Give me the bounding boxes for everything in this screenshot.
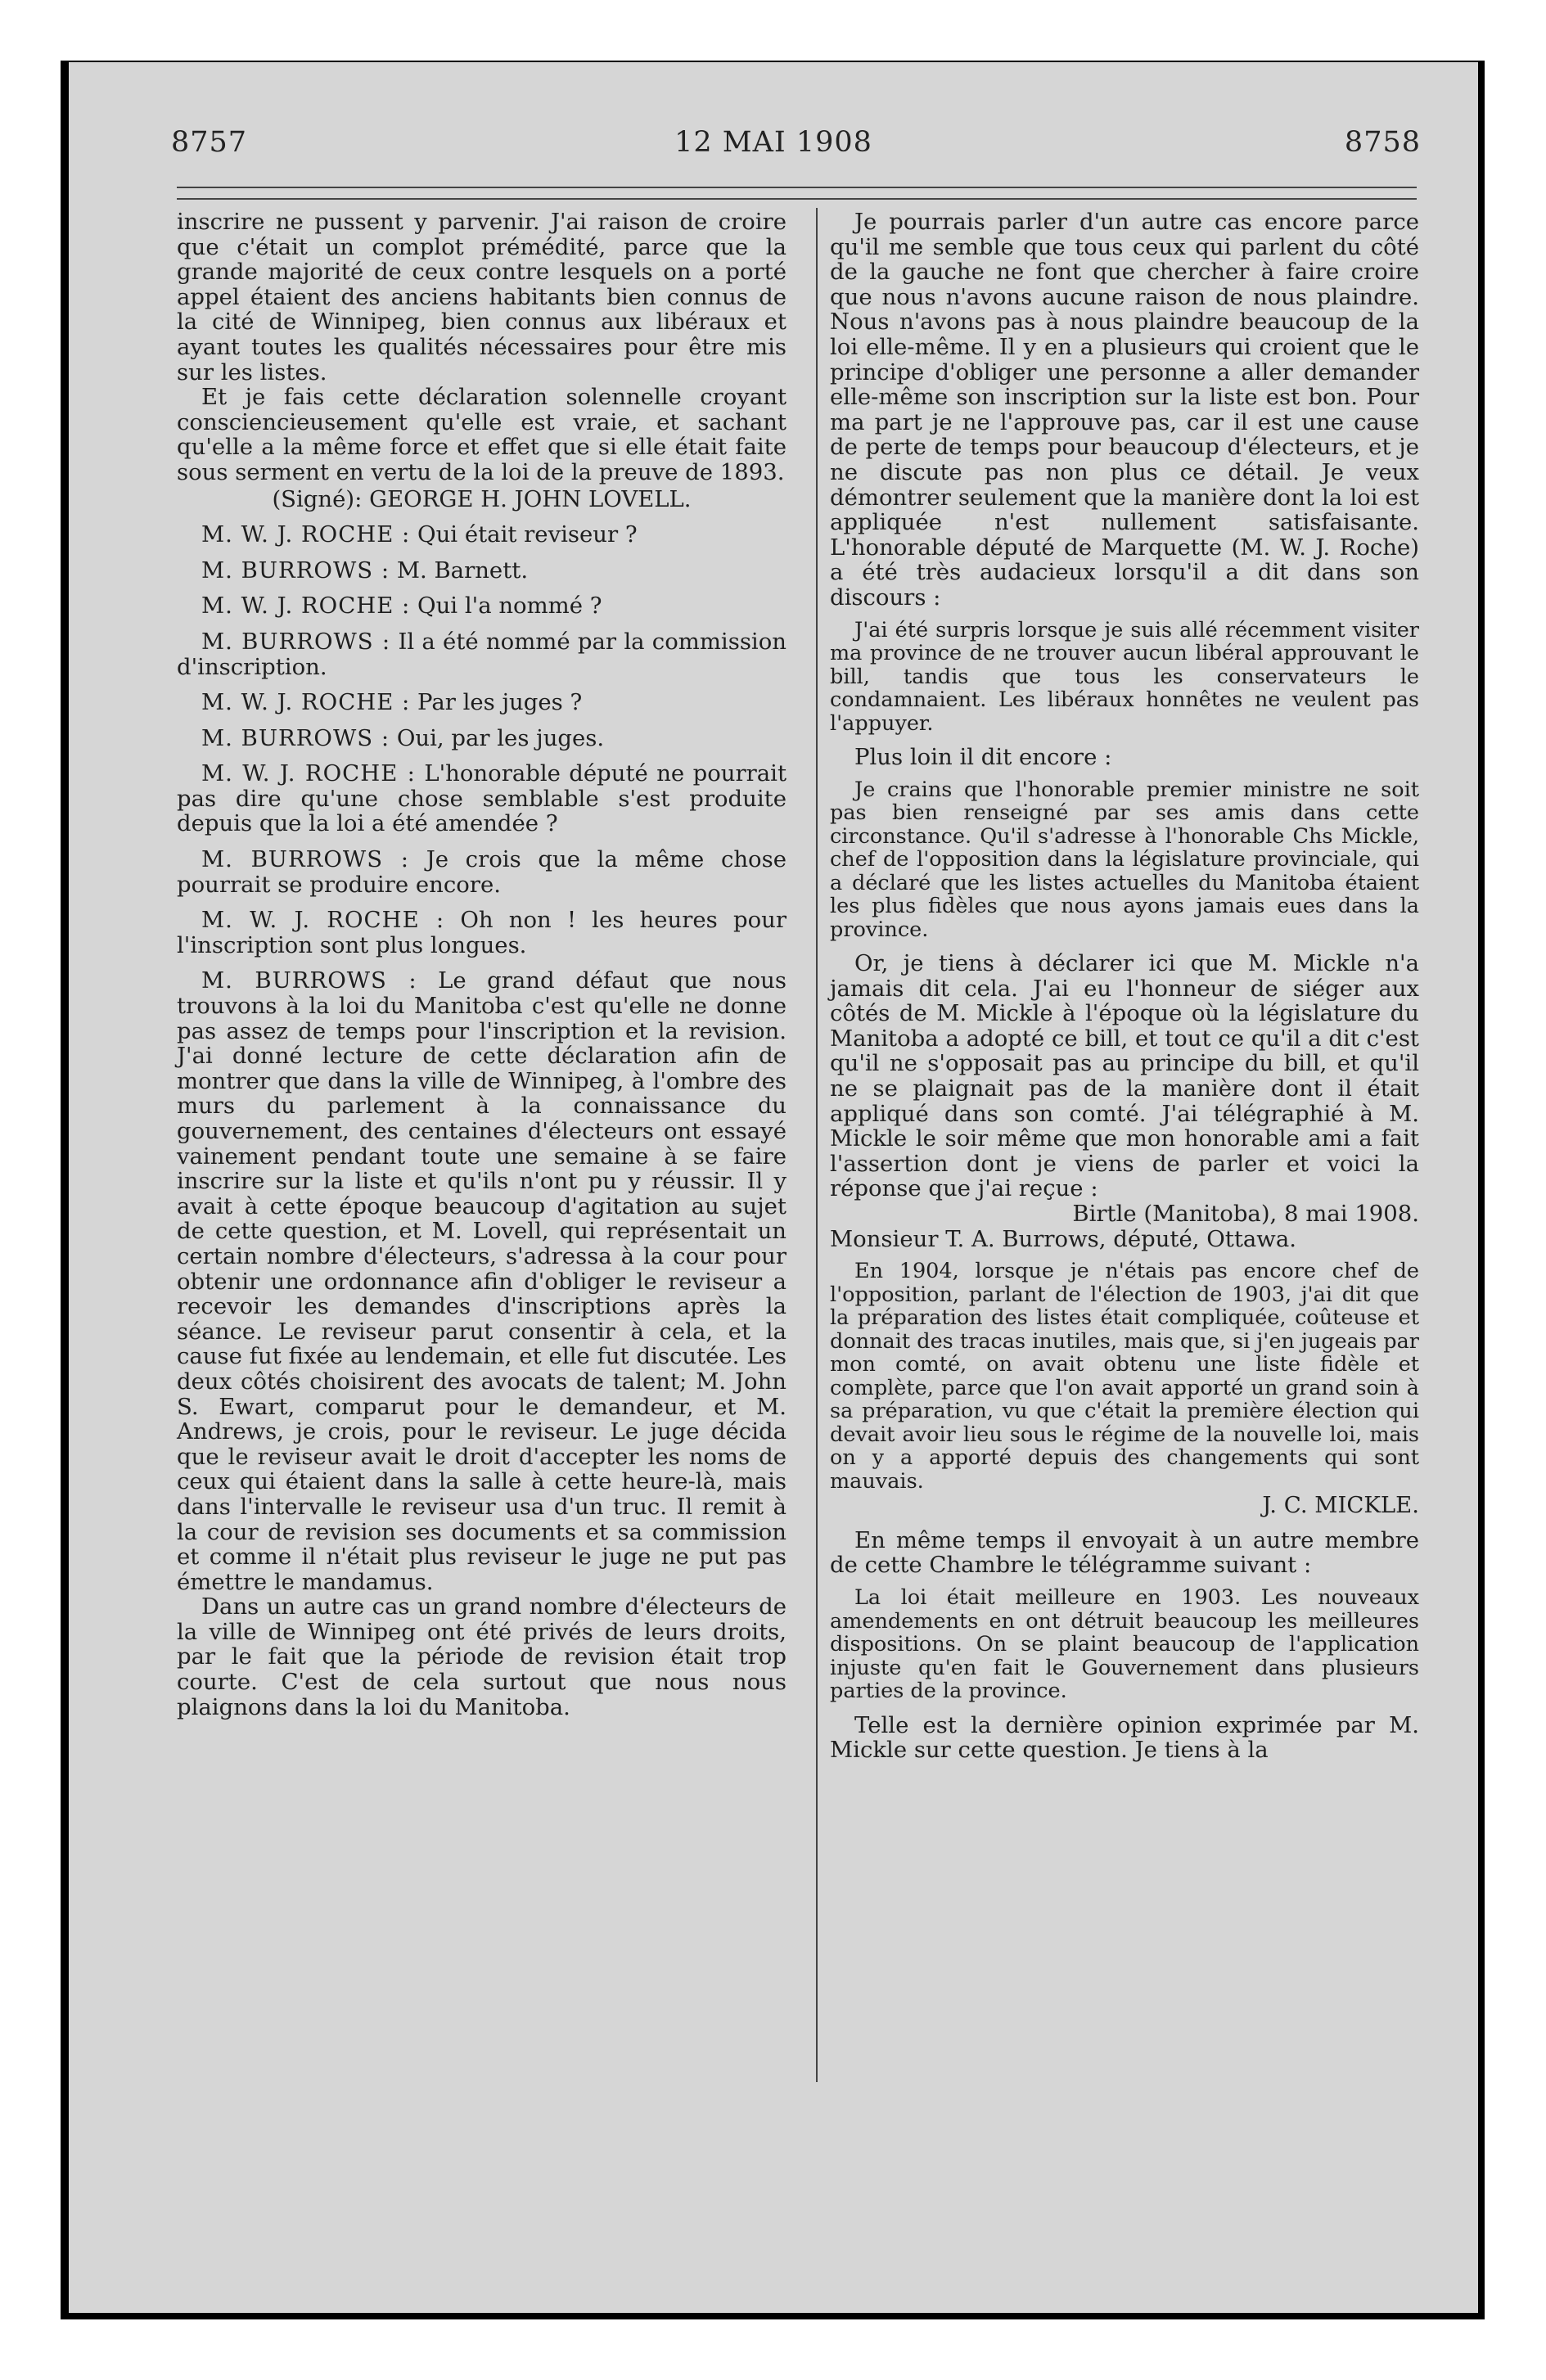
quoted-passage: En 1904, lorsque je n'étais pas encore chef de l'opposition, parlant de l'élection de 1903, j'ai dit que la préparation des listes était compliquée, coûteuse et donnait des tracas inutiles, mais que, si j'en jugeais par mon comté, on avait obtenu une liste fidèle et complète, parce que l'on avait apporté un grand soin à sa préparation, vu que c'était la première élection qui devait avoir lieu sous le régime de la nouvelle loi, mais on y a apporté depuis des changements qui sont mauvais. xyxy=(830,1259,1419,1494)
speaker-paragraph xyxy=(177,522,787,548)
speaker-paragraph xyxy=(177,908,787,958)
speaker-text: M. Barnett. xyxy=(390,557,529,584)
speaker-text: Je crois que la même chose pourrait se produire encore. xyxy=(177,846,787,898)
speaker-name: M. BURROWS : xyxy=(201,846,409,873)
right-page-number: 8758 xyxy=(1344,126,1421,159)
speaker-paragraph xyxy=(177,690,787,715)
speaker-paragraph xyxy=(177,629,787,679)
paragraph: Dans un autre cas un grand nombre d'électeurs de la ville de Winnipeg ont été privés de leurs droits, par le fait que la période de revision était trop courte. C'est de cela surtout que nous nous plaignons dans la loi du Manitoba. xyxy=(177,1593,787,1720)
speaker-paragraph xyxy=(177,761,787,836)
paragraph: Telle est la dernière opinion exprimée par M. Mickle sur cette question. Je tiens à la xyxy=(830,1711,1419,1764)
paragraph: inscrire ne pussent y parvenir. J'ai raison de croire que c'était un complot prémédité, parce que la grande majorité de ceux contre lesquels on a porté appel étaient des anciens habitants bien connus de la cité de Winnipeg, bien connus aux libéraux et ayant toutes les qualités nécessaires pour être mis sur les listes. xyxy=(177,209,787,385)
speaker-text: Il a été nommé par la commission d'inscription. xyxy=(177,628,787,680)
speaker-paragraph xyxy=(177,847,787,897)
paragraph: Plus loin il dit encore : xyxy=(854,744,1112,770)
speaker-text: Qui l'a nommé ? xyxy=(410,593,602,620)
speaker-paragraph xyxy=(177,726,787,751)
speaker-text: L'honorable député ne pourrait pas dire qu'une chose semblable s'est produite depuis que la loi a été amendée ? xyxy=(177,760,787,837)
left-column xyxy=(177,210,787,1720)
speaker-name: M. BURROWS : xyxy=(201,967,417,994)
speaker-name: M. BURROWS : xyxy=(201,628,391,655)
speaker-name: M. BURROWS : xyxy=(201,557,390,584)
quoted-passage: Je crains que l'honorable premier ministre ne soit pas bien renseigné par ses amis dans cette circonstance. Qu'il s'adresse à l'honorable Chs Mickle, chef de l'opposition dans la législature provinciale, qui a déclaré que les listes actuelles du Manitoba étaient les plus fidèles que nous ayons jamais eues dans la province. xyxy=(830,777,1419,942)
speaker-text: Le grand défaut que nous trouvons à la loi du Manitoba c'est qu'elle ne donne pas assez de temps pour l'inscription et la revision. J'ai donné lecture de cette déclaration afin de montrer que dans la ville de Winnipeg, à l'ombre des murs du parlement à la connaissance du gouvernement, des centaines d'électeurs ont essayé vainement pendant toute une semaine à se faire inscrire sur la liste et qu'ils n'ont pu y réussir. Il y avait à cette époque beaucoup d'agitation au sujet de cette question, et M. Lovell, qui représentait un certain nombre d'électeurs, s'adressa à la cour pour obtenir une ordonnance afin d'obliger le reviseur a recevoir les demandes d'inscriptions après la séance. Le reviseur parut consentir à cela, et la cause fut fixée au lendemain, et elle fut discutée. Les deux côtés choisirent des avocats de talent; M. John S. Ewart, comparut pour le demandeur, et M. Andrews, je crois, pour le reviseur. Le juge décida que le reviseur avait le droit d'accepter les noms de ceux qui étaient dans la salle à cette heure-là, mais dans l'intervalle le reviseur usa d'un truc. Il remit à la cour de revision ses documents et sa commission et comme il n'était plus reviseur le juge ne put pas émettre le mandamus. xyxy=(177,967,787,1595)
header-rule-top xyxy=(177,187,1417,188)
speaker-name: M. W. J. ROCHE : xyxy=(201,689,411,716)
paragraph: Monsieur T. A. Burrows, député, Ottawa. xyxy=(830,1225,1296,1252)
paragraph: Or, je tiens à déclarer ici que M. Mickle n'a jamais dit cela. J'ai eu l'honneur de siéger aux côtés de M. Mickle à l'époque où la législature du Manitoba a adopté ce bill, et tout ce qu'il a dit c'est qu'il ne s'opposait pas au principe du bill, et qu'il ne se plaignait pas de la manière dont il était appliqué dans son comté. J'ai télégraphié à M. Mickle le soir même que mon honorable ami a fait l'assertion dont je viens de parler et voici la réponse que j'ai reçue : xyxy=(830,950,1419,1202)
speaker-name: M. W. J. ROCHE : xyxy=(201,907,445,934)
speaker-name: M. W. J. ROCHE : xyxy=(201,521,411,548)
paragraph: Je pourrais parler d'un autre cas encore parce qu'il me semble que tous ceux qui parlent du côté de la gauche ne font que chercher à faire croire que nous n'avons aucune raison de nous plaindre. Nous n'avons pas à nous plaindre beaucoup de la loi elle-même. Il y en a plusieurs qui croient que le principe d'obliger une personne a aller demander elle-même son inscription sur la liste est bon. Pour ma part je ne l'approuve pas, car il est une cause de perte de temps pour beaucoup d'électeurs, et je ne discute pas non plus ce détail. Je veux démontrer seulement que la manière dont la loi est appliquée n'est nullement satisfaisante. L'honorable député de Marquette (M. W. J. Roche) a été très audacieux lorsqu'il a dit dans son discours : xyxy=(830,209,1419,611)
speaker-text: Oui, par les juges. xyxy=(390,724,605,751)
speaker-paragraph xyxy=(177,558,787,584)
speaker-text: Oh non ! les heures pour l'inscription sont plus longues. xyxy=(177,907,787,958)
header-rule-bottom xyxy=(177,198,1417,200)
right-aligned-line: Birtle (Manitoba), 8 mai 1908. xyxy=(1072,1201,1419,1228)
paragraph: Et je fais cette déclaration solennelle croyant consciencieusement qu'elle est vraie, et sachant qu'elle a la même force et effet que si elle était faite sous serment en vertu de la loi de la preuve de 1893. xyxy=(177,384,787,485)
right-column xyxy=(830,210,1419,1763)
quoted-passage: La loi était meilleure en 1903. Les nouveaux amendements en ont détruit beaucoup les meilleures dispositions. On se plaint beaucoup de l'application injuste qu'en fait le Gouvernement dans plusieurs parties de la province. xyxy=(830,1585,1419,1703)
speaker-name: M. W. J. ROCHE : xyxy=(201,760,416,787)
page-sheet xyxy=(69,62,1478,2313)
speaker-name: M. W. J. ROCHE : xyxy=(201,593,411,620)
column-divider xyxy=(816,208,818,2082)
speaker-text: Qui était reviseur ? xyxy=(410,521,638,548)
speaker-paragraph xyxy=(177,968,787,1594)
quoted-passage: J'ai été surpris lorsque je suis allé récemment visiter ma province de ne trouver aucun libéral approuvant le bill, tandis que tous les conservateurs le condamnaient. Les libéraux honnêtes ne veulent pas l'appuyer. xyxy=(830,617,1419,736)
page-date: 12 MAI 1908 xyxy=(674,126,872,159)
signature-line: (Signé): GEORGE H. JOHN LOVELL. xyxy=(272,485,692,512)
speaker-text: Par les juges ? xyxy=(410,689,583,716)
right-aligned-line: J. C. MICKLE. xyxy=(1262,1492,1419,1519)
paragraph: En même temps il envoyait à un autre membre de cette Chambre le télégramme suivant : xyxy=(830,1526,1419,1579)
speaker-name: M. BURROWS : xyxy=(201,724,390,751)
speaker-paragraph xyxy=(177,593,787,619)
left-page-number: 8757 xyxy=(171,126,248,159)
